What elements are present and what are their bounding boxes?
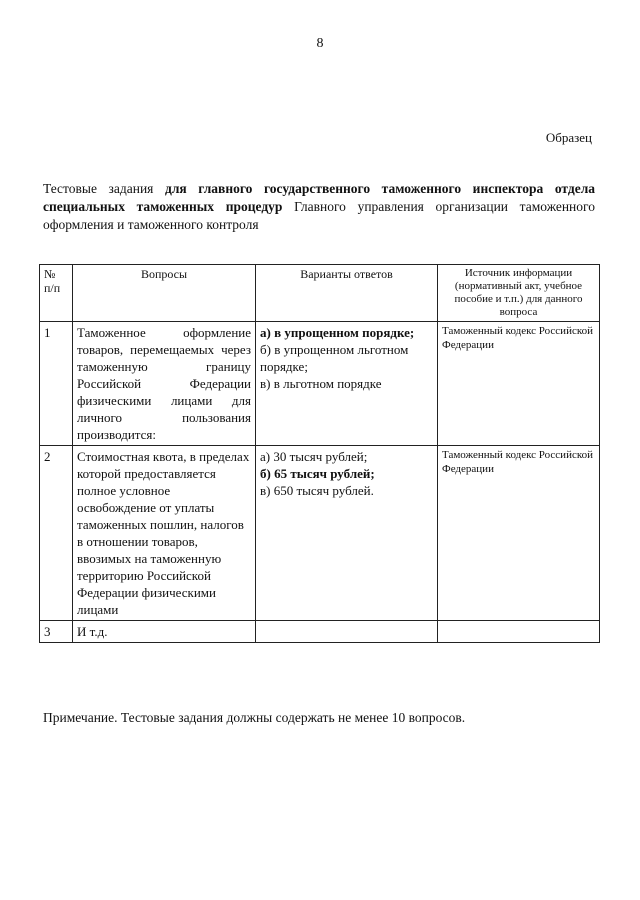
title-rest: Главного управления организации таможенного оформления и таможенного контроля — [43, 199, 595, 232]
row-answers — [256, 322, 438, 446]
header-answers: Варианты ответов — [256, 265, 438, 322]
table-row — [40, 322, 600, 446]
table-row — [40, 621, 600, 643]
answer-option: в) в льготном порядке — [260, 376, 382, 391]
row-answers — [256, 621, 438, 643]
row-question: И т.д. — [73, 621, 256, 643]
row-num: 1 — [40, 322, 73, 446]
title-bold-position: для главного государственного таможенного инспектора — [164, 181, 544, 196]
page-number: 8 — [316, 36, 324, 51]
header-questions: Вопросы — [73, 265, 256, 322]
row-num: 3 — [40, 621, 73, 643]
row-source — [438, 621, 600, 643]
test-tasks-table — [39, 264, 600, 643]
answer-option: б) в упрощенном льготном порядке; — [260, 342, 409, 374]
answer-option: а) 30 тысяч рублей; — [260, 449, 368, 464]
sample-label: Образец — [545, 130, 592, 145]
answer-option: а) в упрощенном порядке; — [260, 325, 415, 340]
table-row — [40, 446, 600, 621]
row-question: Таможенное оформление товаров, перемещаемых через таможенную границу Российской Федерации физическими лицами для личного пользования производится: — [73, 322, 256, 446]
document-title — [43, 180, 595, 234]
row-question: Стоимостная квота, в пределах которой предоставляется полное условное освобождение от уплаты таможенных пошлин, налогов в отношении товаров, ввозимых на таможенную территорию Российской Федерации физическими лицами — [73, 446, 256, 621]
row-answers — [256, 446, 438, 621]
header-source: Источник информации (нормативный акт, учебное пособие и т.п.) для данного вопроса — [438, 265, 600, 322]
header-num: № п/п — [40, 265, 73, 322]
answer-option: б) 65 тысяч рублей; — [260, 466, 375, 481]
title-bold-department: отдела специальных таможенных процедур — [43, 181, 596, 214]
title-prefix: Тестовые задания — [43, 181, 165, 196]
row-source: Таможенный кодекс Российской Федерации — [438, 322, 600, 446]
answer-option: в) 650 тысяч рублей. — [260, 483, 374, 498]
footnote: Примечание. Тестовые задания должны содержать не менее 10 вопросов. — [43, 710, 466, 725]
row-num: 2 — [40, 446, 73, 621]
table-header-row — [40, 265, 600, 322]
row-source: Таможенный кодекс Российской Федерации — [438, 446, 600, 621]
